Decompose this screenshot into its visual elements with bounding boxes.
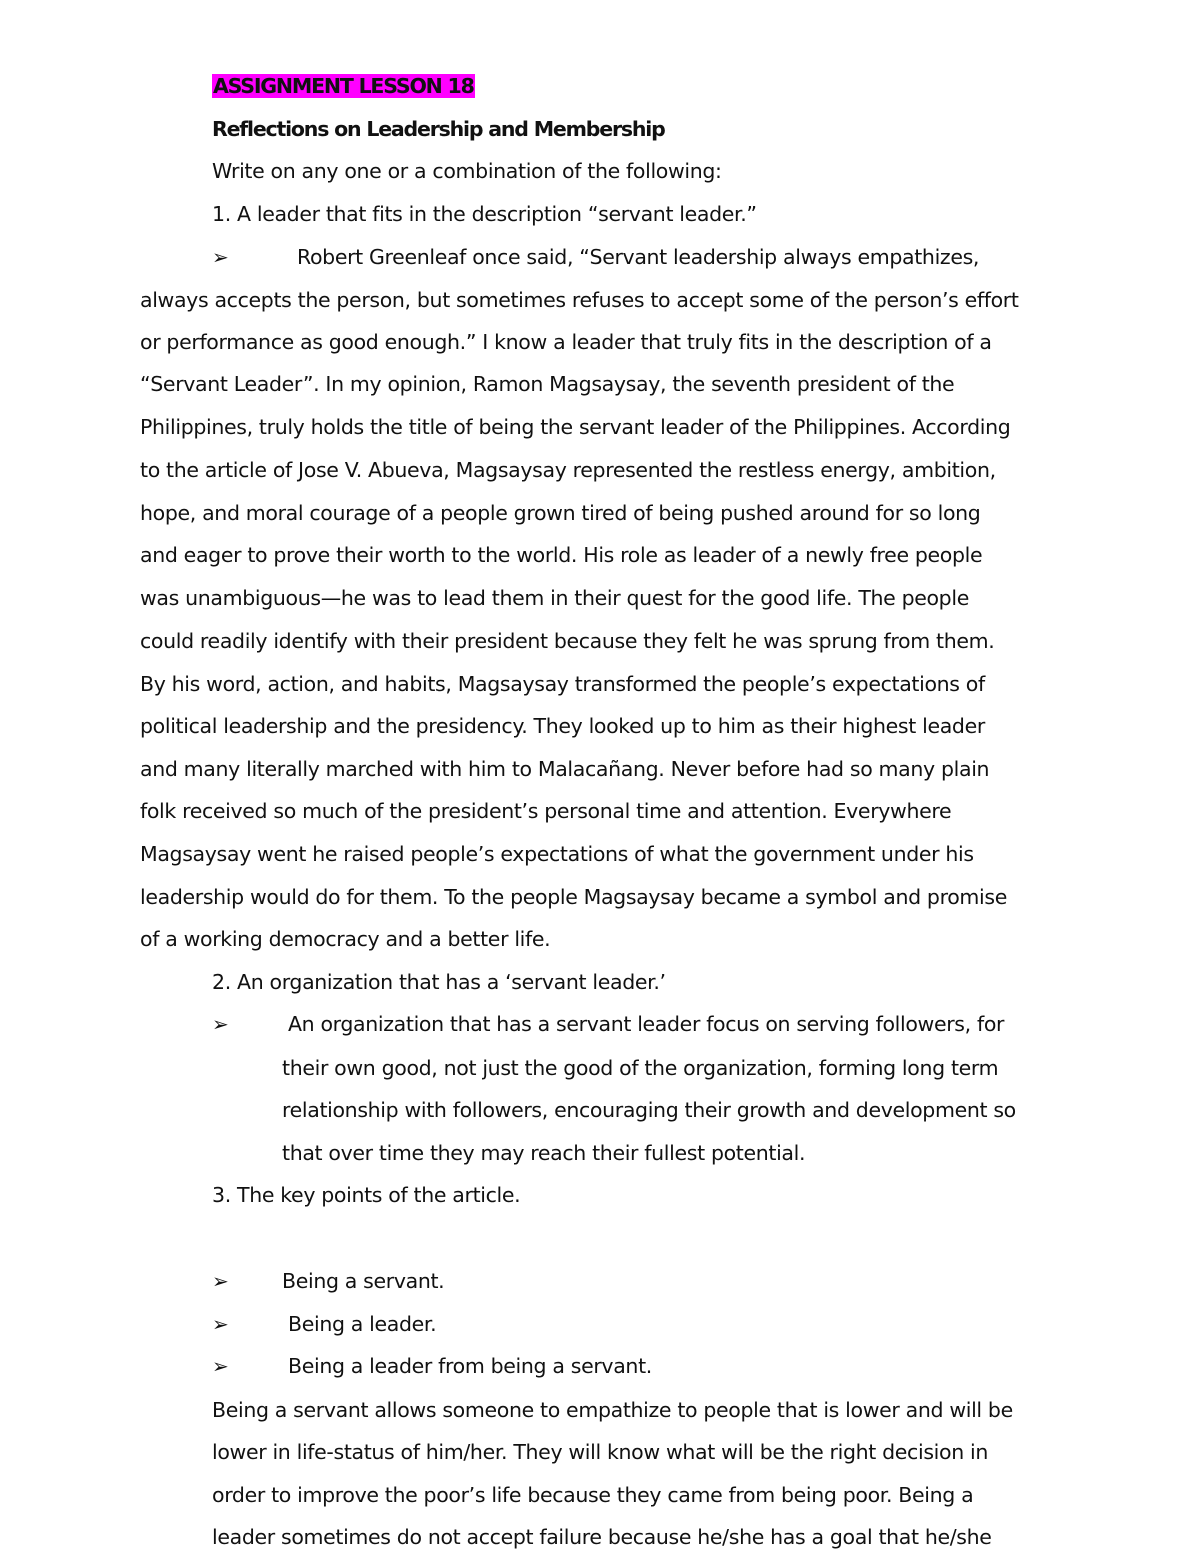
paragraph-3-line: lower in life-status of him/her. They will know what will be the right decision in bbox=[212, 1440, 988, 1464]
paragraph-1-line: Philippines, truly holds the title of being the servant leader of the Philippines. According bbox=[140, 415, 1011, 439]
paragraph-2-line: An organization that has a servant leader focus on serving followers, for bbox=[288, 1012, 1005, 1036]
arrow-bullet-icon: ➢ bbox=[212, 1269, 229, 1293]
paragraph-2-line: their own good, not just the good of the organization, forming long term bbox=[282, 1056, 999, 1080]
paragraph-1-line: and many literally marched with him to Malacañang. Never before had so many plain bbox=[140, 757, 990, 781]
arrow-bullet-icon: ➢ bbox=[212, 1312, 229, 1336]
paragraph-1-line: and eager to prove their worth to the world. His role as leader of a newly free people bbox=[140, 543, 983, 567]
key-point-item: Being a leader from being a servant. bbox=[288, 1354, 652, 1378]
item-1-heading: 1. A leader that fits in the description “servant leader.” bbox=[212, 202, 757, 226]
key-point-item: Being a servant. bbox=[282, 1269, 445, 1293]
paragraph-1-line: was unambiguous—he was to lead them in their quest for the good life. The people bbox=[140, 586, 969, 610]
paragraph-1-line: Robert Greenleaf once said, “Servant leadership always empathizes, bbox=[297, 245, 980, 269]
arrow-bullet-icon: ➢ bbox=[212, 1354, 229, 1378]
item-3-heading: 3. The key points of the article. bbox=[212, 1183, 521, 1207]
instruction-text: Write on any one or a combination of the following: bbox=[212, 159, 722, 183]
arrow-bullet-icon: ➢ bbox=[212, 1012, 229, 1036]
paragraph-1-line: “Servant Leader”. In my opinion, Ramon Magsaysay, the seventh president of the bbox=[140, 372, 955, 396]
paragraph-3-line: order to improve the poor’s life because they came from being poor. Being a bbox=[212, 1483, 974, 1507]
paragraph-1-line: always accepts the person, but sometimes refuses to accept some of the person’s effort bbox=[140, 288, 1019, 312]
assignment-subtitle: Reflections on Leadership and Membership bbox=[212, 117, 665, 141]
paragraph-2-line: relationship with followers, encouraging their growth and development so bbox=[282, 1098, 1016, 1122]
paragraph-1-line: to the article of Jose V. Abueva, Magsaysay represented the restless energy, ambition, bbox=[140, 458, 996, 482]
paragraph-1-line: hope, and moral courage of a people grown tired of being pushed around for so long bbox=[140, 501, 981, 525]
paragraph-2-line: that over time they may reach their fullest potential. bbox=[282, 1141, 806, 1165]
title-highlight: ASSIGNMENT LESSON 18 bbox=[213, 74, 474, 98]
paragraph-1-line: folk received so much of the president’s personal time and attention. Everywhere bbox=[140, 799, 952, 823]
paragraph-1-line: Magsaysay went he raised people’s expectations of what the government under his bbox=[140, 842, 974, 866]
paragraph-1-line: By his word, action, and habits, Magsaysay transformed the people’s expectations of bbox=[140, 672, 985, 696]
paragraph-1-line: or performance as good enough.” I know a leader that truly fits in the description of a bbox=[140, 330, 992, 354]
paragraph-1-line: leadership would do for them. To the people Magsaysay became a symbol and promise bbox=[140, 885, 1007, 909]
item-2-heading: 2. An organization that has a ‘servant leader.’ bbox=[212, 970, 666, 994]
paragraph-3-line: Being a servant allows someone to empathize to people that is lower and will be bbox=[212, 1398, 1013, 1422]
paragraph-1-line: could readily identify with their president because they felt he was sprung from them. bbox=[140, 629, 995, 653]
paragraph-1-line: of a working democracy and a better life. bbox=[140, 927, 551, 951]
arrow-bullet-icon: ➢ bbox=[212, 245, 229, 269]
paragraph-3-line: leader sometimes do not accept failure because he/she has a goal that he/she bbox=[212, 1525, 992, 1549]
paragraph-1-line: political leadership and the presidency. They looked up to him as their highest leader bbox=[140, 714, 985, 738]
assignment-title bbox=[212, 72, 475, 100]
key-point-item: Being a leader. bbox=[288, 1312, 437, 1336]
